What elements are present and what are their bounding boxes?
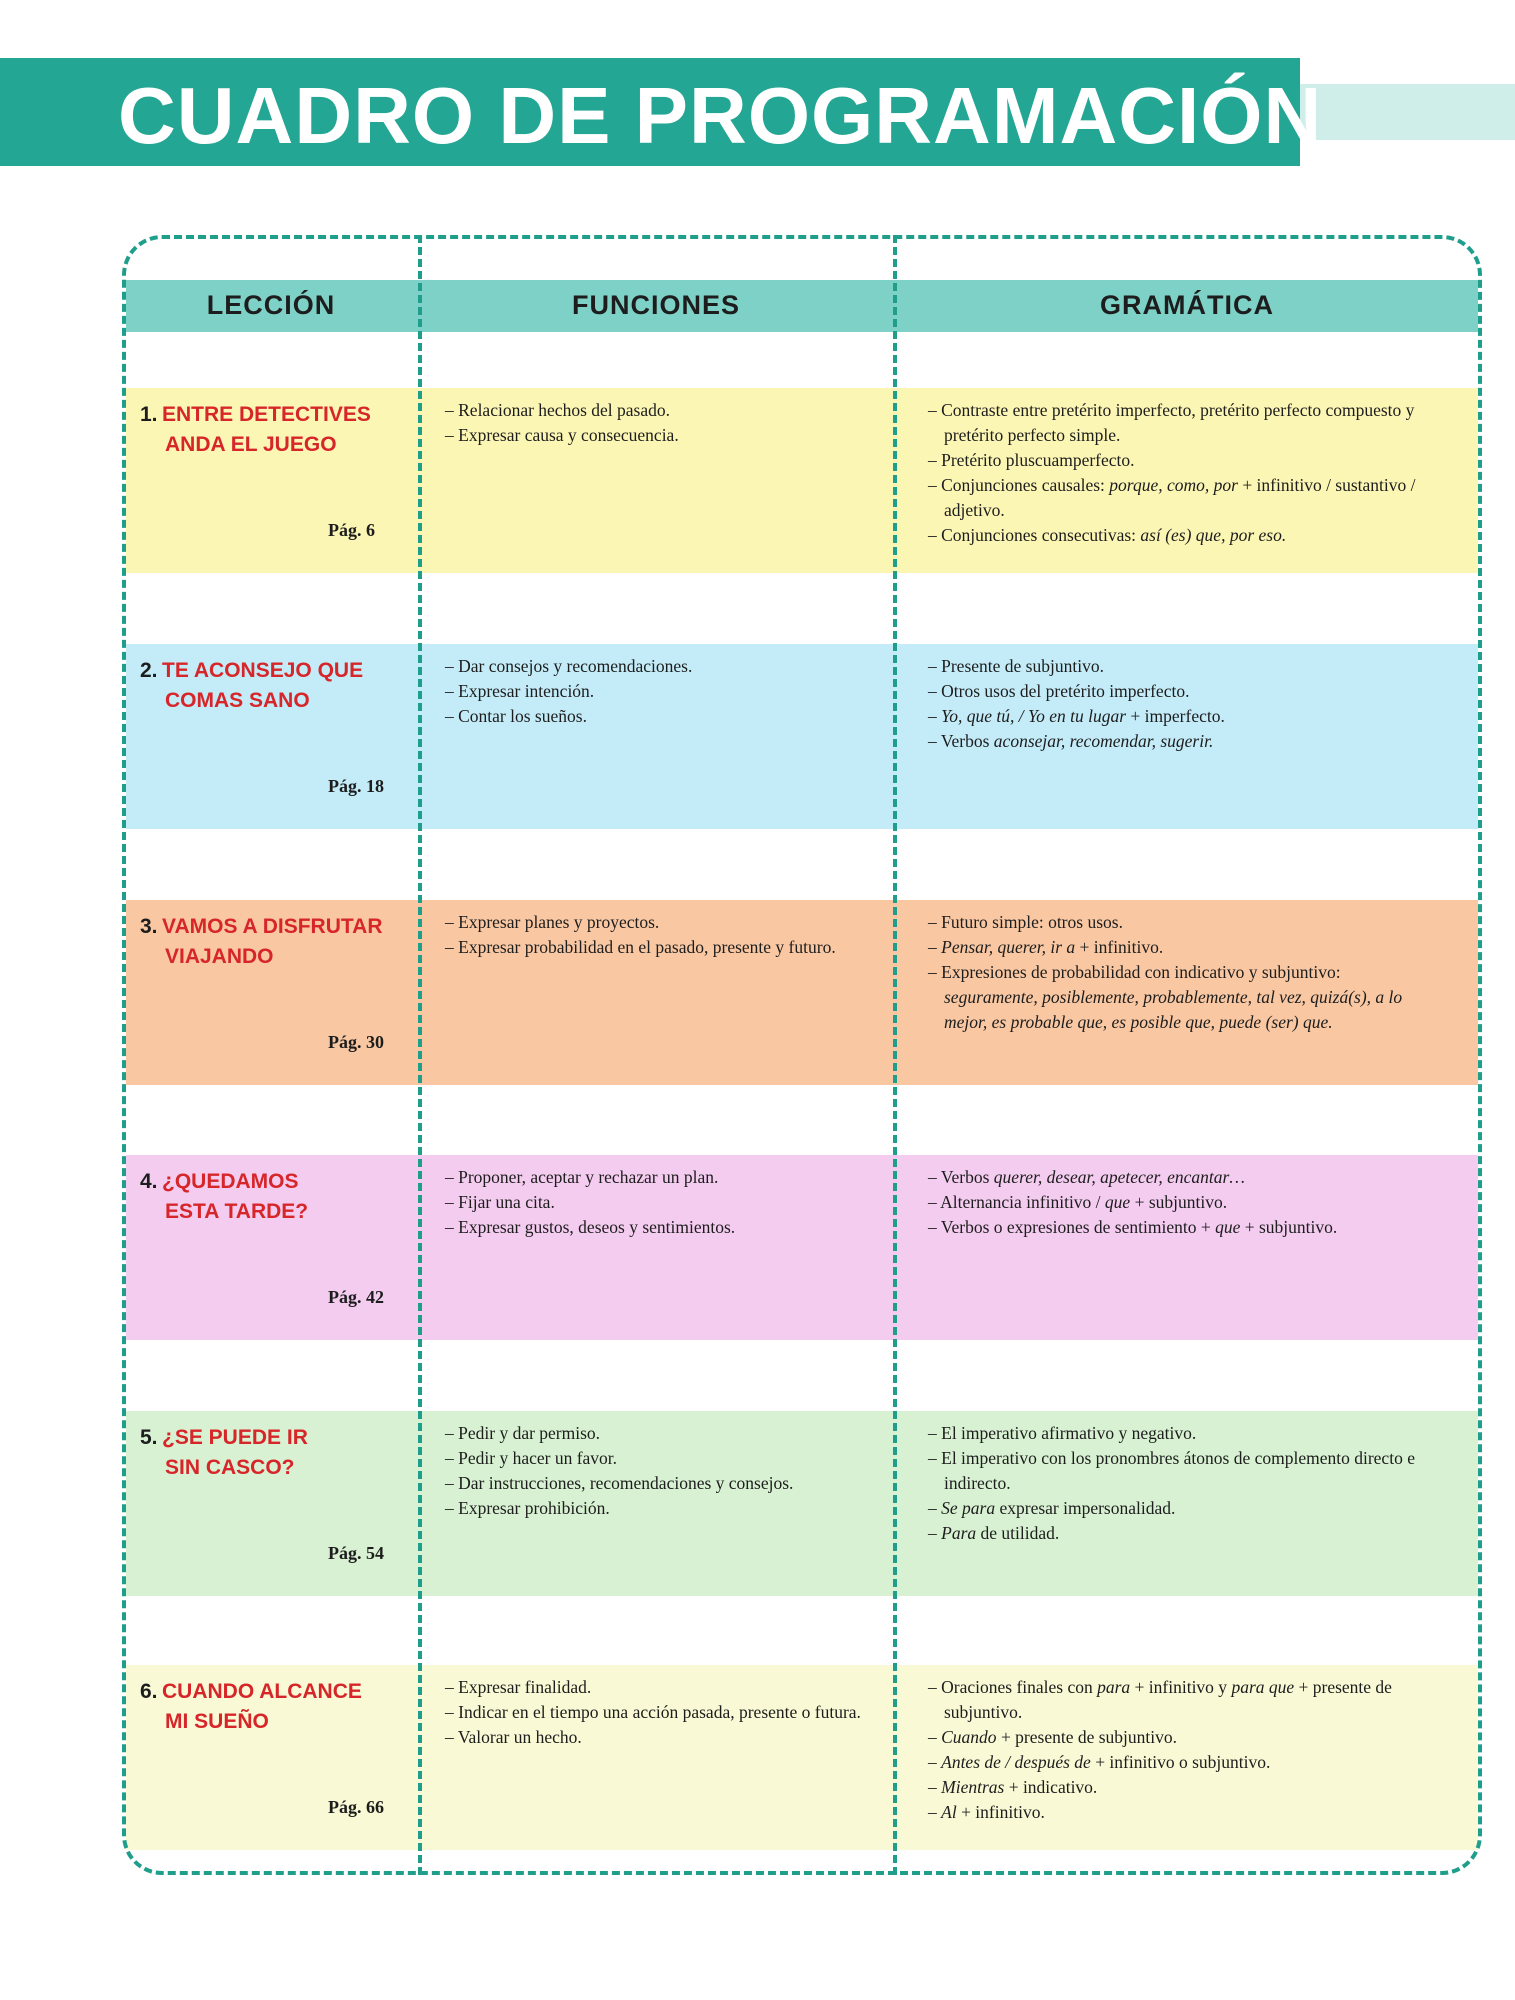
page-title: CUADRO DE PROGRAMACIÓN	[118, 71, 1323, 160]
gramatica-item: – Verbos querer, desear, apetecer, encantar…	[928, 1165, 1438, 1190]
gramatica-item: – Otros usos del pretérito imperfecto.	[928, 679, 1438, 704]
lesson-title-line-2: SIN CASCO?	[165, 1456, 295, 1479]
lesson-title-line-1: TE ACONSEJO QUE	[162, 659, 364, 682]
column-divider-2	[893, 235, 897, 1875]
gramatica-item: – Expresiones de probabilidad con indicativo y subjuntivo: seguramente, posiblemente, probablemente, tal vez, quizá(s), a lo mejor, es probable que, es posible que, puede (ser) que.	[928, 960, 1438, 1035]
lesson-title-line-2: COMAS SANO	[165, 689, 310, 712]
gramatica-item: – Conjunciones causales: porque, como, por + infinitivo / sustantivo / adjetivo.	[928, 473, 1438, 523]
funcion-item: – Fijar una cita.	[445, 1190, 885, 1215]
lesson-number: 4.	[140, 1170, 158, 1193]
gramatica-item: – Pensar, querer, ir a + infinitivo.	[928, 935, 1438, 960]
lesson-title-line-1: CUANDO ALCANCE	[162, 1680, 362, 1703]
lesson-number: 2.	[140, 659, 158, 682]
lesson-number: 6.	[140, 1680, 158, 1703]
gramatica-item: – El imperativo afirmativo y negativo.	[928, 1421, 1438, 1446]
funcion-item: – Indicar en el tiempo una acción pasada, presente o futura.	[445, 1700, 885, 1725]
funcion-item: – Dar consejos y recomendaciones.	[445, 654, 885, 679]
lesson-title-line-1: ENTRE DETECTIVES	[162, 403, 371, 426]
gramatica-item: – Contraste entre pretérito imperfecto, pretérito perfecto compuesto y pretérito perfecto simple.	[928, 398, 1438, 448]
lesson-number: 5.	[140, 1426, 158, 1449]
gramatica-item: – Pretérito pluscuamperfecto.	[928, 448, 1438, 473]
funcion-item: – Expresar prohibición.	[445, 1496, 885, 1521]
lesson-page: Pág. 42	[328, 1287, 384, 1307]
lesson-title-line-1: ¿SE PUEDE IR	[162, 1426, 308, 1449]
lesson-page: Pág. 6	[328, 520, 375, 540]
lesson-title-line-2: MI SUEÑO	[165, 1710, 269, 1733]
lesson-page: Pág. 66	[328, 1797, 384, 1817]
lesson-title-line-1: ¿QUEDAMOS	[162, 1170, 299, 1193]
funcion-item: – Relacionar hechos del pasado.	[445, 398, 885, 423]
table-frame	[122, 235, 1482, 1875]
title-banner-ghost	[1300, 84, 1515, 140]
gramatica-item: – Al + infinitivo.	[928, 1800, 1438, 1825]
column-divider-1	[418, 235, 422, 1875]
lesson-title-line-1: VAMOS A DISFRUTAR	[162, 915, 383, 938]
lesson-title-line-2: VIAJANDO	[165, 945, 274, 968]
gramatica-item: – Antes de / después de + infinitivo o subjuntivo.	[928, 1750, 1438, 1775]
gramatica-item: – Presente de subjuntivo.	[928, 654, 1438, 679]
lesson-title-line-2: ANDA EL JUEGO	[165, 433, 337, 456]
lesson-number: 1.	[140, 403, 158, 426]
lesson-page: Pág. 30	[328, 1032, 384, 1052]
gramatica-item: – El imperativo con los pronombres átonos de complemento directo e indirecto.	[928, 1446, 1438, 1496]
funcion-item: – Proponer, aceptar y rechazar un plan.	[445, 1165, 885, 1190]
header-leccion: LECCIÓN	[206, 290, 336, 320]
gramatica-item: – Verbos aconsejar, recomendar, sugerir.	[928, 729, 1438, 754]
funcion-item: – Expresar intención.	[445, 679, 885, 704]
gramatica-item: – Para de utilidad.	[928, 1521, 1438, 1546]
gramatica-item: – Conjunciones consecutivas: así (es) que, por eso.	[928, 523, 1438, 548]
funcion-item: – Contar los sueños.	[445, 704, 885, 729]
funcion-item: – Expresar probabilidad en el pasado, presente y futuro.	[445, 935, 885, 960]
funcion-item: – Expresar finalidad.	[445, 1675, 885, 1700]
lesson-title-line-2: ESTA TARDE?	[165, 1200, 309, 1223]
gramatica-item: – Cuando + presente de subjuntivo.	[928, 1725, 1438, 1750]
lesson-page: Pág. 18	[328, 776, 384, 796]
gramatica-item: – Oraciones finales con para + infinitivo y para que + presente de subjuntivo.	[928, 1675, 1438, 1725]
funcion-item: – Valorar un hecho.	[445, 1725, 885, 1750]
gramatica-item: – Futuro simple: otros usos.	[928, 910, 1438, 935]
header-gramatica: GRAMÁTICA	[1100, 290, 1274, 320]
funcion-item: – Dar instrucciones, recomendaciones y consejos.	[445, 1471, 885, 1496]
funcion-item: – Pedir y dar permiso.	[445, 1421, 885, 1446]
funcion-item: – Expresar gustos, deseos y sentimientos.	[445, 1215, 885, 1240]
gramatica-item: – Alternancia infinitivo / que + subjuntivo.	[928, 1190, 1438, 1215]
funcion-item: – Expresar causa y consecuencia.	[445, 423, 885, 448]
gramatica-item: – Yo, que tú, / Yo en tu lugar + imperfecto.	[928, 704, 1438, 729]
header-funciones: FUNCIONES	[571, 290, 740, 320]
gramatica-item: – Mientras + indicativo.	[928, 1775, 1438, 1800]
lesson-number: 3.	[140, 915, 158, 938]
funcion-item: – Pedir y hacer un favor.	[445, 1446, 885, 1471]
gramatica-item: – Verbos o expresiones de sentimiento + que + subjuntivo.	[928, 1215, 1438, 1240]
gramatica-item: – Se para expresar impersonalidad.	[928, 1496, 1438, 1521]
lesson-page: Pág. 54	[328, 1543, 384, 1563]
funcion-item: – Expresar planes y proyectos.	[445, 910, 885, 935]
